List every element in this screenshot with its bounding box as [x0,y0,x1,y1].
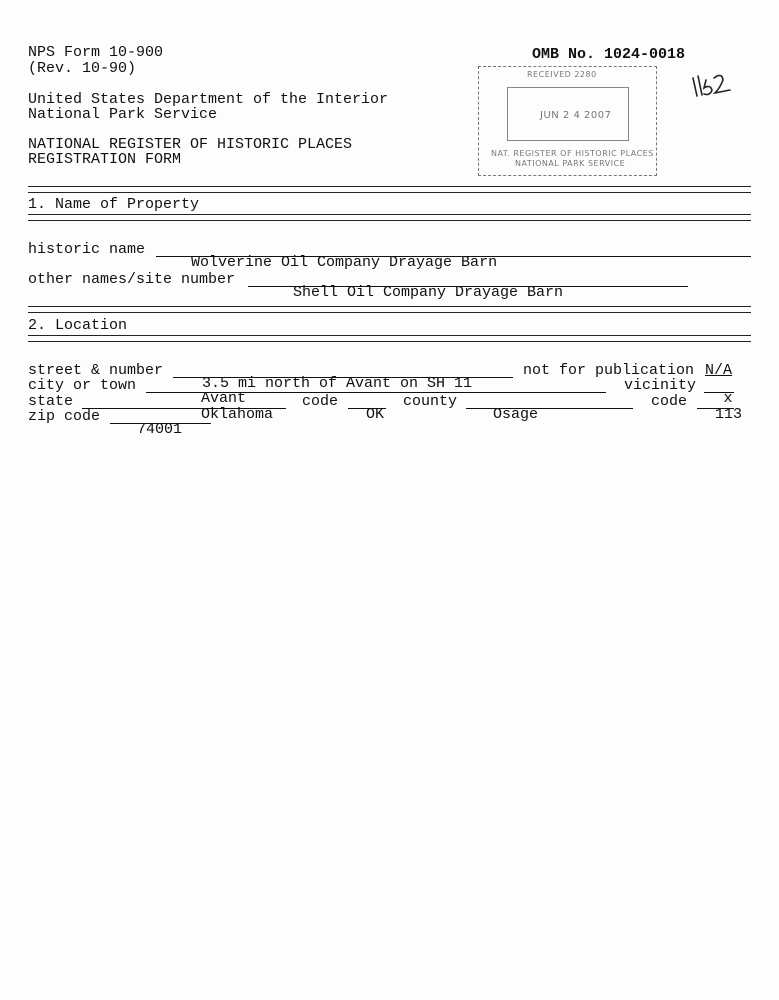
city-label: city or town [28,377,137,394]
vicinity-value: x [723,390,733,407]
state-value: Oklahoma [201,406,274,423]
stamp-register-text: NAT. REGISTER OF HISTORIC PLACES [491,149,654,158]
form-title: REGISTRATION FORM [28,151,182,168]
other-names-label: other names/site number [28,271,236,288]
county-field[interactable] [466,394,633,423]
county-label: county [403,393,458,410]
form-revision: (Rev. 10-90) [28,60,137,77]
vicinity-field[interactable] [704,378,734,407]
handwritten-number [690,66,734,100]
omb-number: OMB No. 1024-0018 [532,46,686,63]
section-2-heading: 2. Location [28,317,128,334]
section-divider [28,214,751,221]
form-number: NPS Form 10-900 [28,44,164,61]
vicinity-label: vicinity [624,377,697,394]
county-code-value: 113 [715,406,743,423]
stamp-received-text: RECEIVED 2280 [527,70,597,79]
county-value: Osage [493,406,539,423]
zip-value: 74001 [137,421,183,438]
section-divider [28,335,751,342]
state-label: state [28,393,74,410]
stamp-date-text: JUN 2 4 2007 [540,110,612,121]
stamp-service-text: NATIONAL PARK SERVICE [515,159,626,168]
county-code-label: code [651,393,688,410]
not-for-publication-label: not for publication [523,362,695,379]
state-field[interactable] [82,394,286,423]
city-value: Avant [201,390,247,407]
section-1-heading: 1. Name of Property [28,196,200,213]
state-code-field[interactable] [348,394,386,423]
not-for-publication-value[interactable]: N/A [705,362,733,379]
zip-field[interactable] [110,409,211,438]
other-names-field[interactable] [248,272,688,301]
received-stamp [478,66,657,176]
county-code-field[interactable] [697,394,743,423]
historic-name-value: Wolverine Oil Company Drayage Barn [191,254,498,271]
street-field[interactable] [173,363,513,392]
state-code-label: code [302,393,339,410]
other-names-value: Shell Oil Company Drayage Barn [293,284,564,301]
zip-label: zip code [28,408,101,425]
service-name: National Park Service [28,106,218,123]
stamp-date-box [507,87,629,141]
department-name: United States Department of the Interior [28,91,389,108]
section-divider [28,186,751,193]
street-label: street & number [28,362,164,379]
historic-name-label: historic name [28,241,146,258]
register-title: NATIONAL REGISTER OF HISTORIC PLACES [28,136,353,153]
historic-name-field[interactable] [156,242,751,271]
street-value: 3.5 mi north of Avant on SH 11 [202,375,473,392]
section-divider [28,306,751,313]
state-code-value: OK [366,406,385,423]
